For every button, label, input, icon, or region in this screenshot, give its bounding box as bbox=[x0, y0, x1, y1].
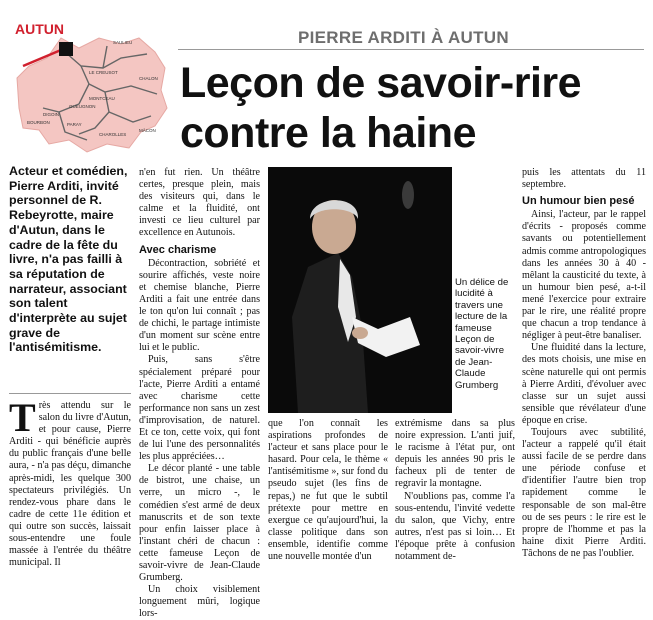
map-place-label: BOURBON bbox=[27, 120, 50, 125]
map-town-label: AUTUN bbox=[15, 21, 64, 37]
article-photo bbox=[268, 167, 452, 413]
map-place-label: MÂCON bbox=[139, 128, 156, 133]
region-shape bbox=[17, 38, 167, 152]
column-1-text: rès attendu sur le salon du livre d'Autun, et pour cause, Pierre Arditi - qui bénéficie auprès du public français d'une belle aura, - n'a pas déçu, dimanche après-midi, les quelque 300 spectateurs privilégiés. Un rendez-vous phare dans le cadre de cette 11e édition et qui outre son succès, laissait sous-entendre une foule massée à l'entrée du théâtre municipal. Il bbox=[9, 400, 131, 569]
paragraph: Une fluidité dans la lecture, des mots choisis, une mise en scène naturelle qui ont permis à Pierre Arditi, d'évoluer avec classe sur un sujet aussi sensible que révélateur d'une époque en crise. bbox=[522, 342, 646, 426]
column-4 bbox=[395, 418, 515, 563]
headline-line-1: Leçon de savoir-rire bbox=[180, 59, 582, 107]
map-graphic bbox=[9, 8, 171, 156]
article-kicker: PIERRE ARDITI À AUTUN bbox=[298, 28, 509, 47]
paragraph: N'oublions pas, comme l'a sous-entendu, l'invité vedette du salon, que Vichy, entre autres, n'est pas si loin… Et l'époque prête à confusion notamment de- bbox=[395, 490, 515, 563]
paragraph: Le décor planté - une table de bistrot, une chaise, un verre, un micro -, le comédien s'est armé de deux manuscrits et de son texte pour enfin laisser place à l'instant chéri de chacun : cette fameuse Leçon de savoir-vivre de Jean-Claude Grumberg. bbox=[139, 463, 260, 584]
column-5 bbox=[522, 167, 646, 560]
locator-map bbox=[9, 8, 171, 156]
map-place-label: CHALON bbox=[139, 76, 158, 81]
kicker-rule bbox=[178, 49, 644, 50]
photo-caption: Un délice de lucidité à travers une lecture de la fameuse Leçon de savoir-vivre de Jean-Claude Grumberg bbox=[455, 277, 509, 391]
map-place-label: SAULIEU bbox=[113, 40, 133, 45]
column-2 bbox=[139, 167, 260, 620]
autun-marker bbox=[59, 42, 73, 56]
paragraph: Toujours avec subtilité, l'acteur a rappelé qu'il était aussi facile de se perdre dans une période confuse et d'identifier l'autre bien trop rapidement comme le responsable de son mal-être ou de ses peurs : le rire est le propre de l'homme et pas la haine dixit Pierre Arditi. Tâchons de ne pas l'oublier. bbox=[522, 426, 646, 559]
paragraph: Décontraction, sobriété et sourire affichés, veste noire et chemise blanche, Pierre Arditi a fait une entrée dans le ton qu'on lui connaît ; pas de chichi, le partage intimiste d'un moment sur scène entre lui et le public. bbox=[139, 257, 260, 354]
lead-divider bbox=[9, 393, 131, 394]
column-3 bbox=[268, 418, 388, 563]
paragraph: n'en fut rien. Un théâtre certes, presque plein, mais des visiteurs qui, dans le calme et la fluidité, ont investi ce lieu culturel par excellence en Autunois. bbox=[139, 167, 260, 239]
map-place-label: CHAROLLES bbox=[99, 132, 127, 137]
headline-line-2: contre la haine bbox=[180, 109, 476, 157]
article-lead: Acteur et comédien, Pierre Arditi, invité personnel de R. Rebeyrotte, maire d'Autun, dans le cadre de la fête du livre, n'a pas failli à sa réputation de narrateur, associant son talent d'interprète au sujet grave de l'antisémitisme. bbox=[9, 164, 128, 355]
map-place-label: MONTCEAU bbox=[89, 96, 115, 101]
paragraph: extrémisme dans sa plus noire expression. L'anti juif, le racisme à l'état pur, ont depuis les années 90 pris le facheux pli de tenter de regravir la montagne. bbox=[395, 418, 515, 490]
paragraph: Ainsi, l'acteur, par le rappel d'écrits - proposés comme savants ou potentiellement admis comme antropologiques dans les années 30 à 40 - mêlant la causticité du texte, à un humour bien pesé, a-t-il mené l'exercice pour extraire par le rire, une réalité propre que chacun a trop tendance à négliger à peut-être banaliser. bbox=[522, 209, 646, 342]
map-place-label: LE CREUSOT bbox=[89, 70, 118, 75]
paragraph: Puis, sans s'être spécialement préparé pour l'acte, Pierre Arditi a entamé avec charisme cette performance non sans un zest d'improvisation, de naturel. Et ce ton, cette voix, qui font de lui l'une des personnalités les plus appréciées… bbox=[139, 354, 260, 463]
article-headline bbox=[180, 58, 581, 158]
map-place-label: GUEUGNON bbox=[69, 104, 96, 109]
photo-actor-reading bbox=[268, 167, 452, 413]
subhead-humour: Un humour bien pesé bbox=[522, 195, 635, 208]
paragraph: puis les attentats du 11 septembre. bbox=[522, 167, 646, 191]
subhead-charisme: Avec charisme bbox=[139, 243, 217, 256]
paragraph: Un choix visiblement longuement mûri, logique lors- bbox=[139, 584, 260, 620]
map-place-label: DIGOIN bbox=[43, 112, 60, 117]
column-1 bbox=[9, 395, 131, 569]
paragraph: que l'on connaît les aspirations profondes de l'acteur et sans place pour le hasard. Pour cela, le thème « l'antisémitisme », sur fond du pseudo sujet (les fins de repas,) ne fut que le subtil prétexte pour mettre en exergue ce qu'aujourd'hui, la classe politique dans son ensemble, identifie comme une nouvelle montée d'un bbox=[268, 418, 388, 563]
drop-cap: T bbox=[9, 395, 36, 440]
map-place-label: PARAY bbox=[67, 122, 82, 127]
